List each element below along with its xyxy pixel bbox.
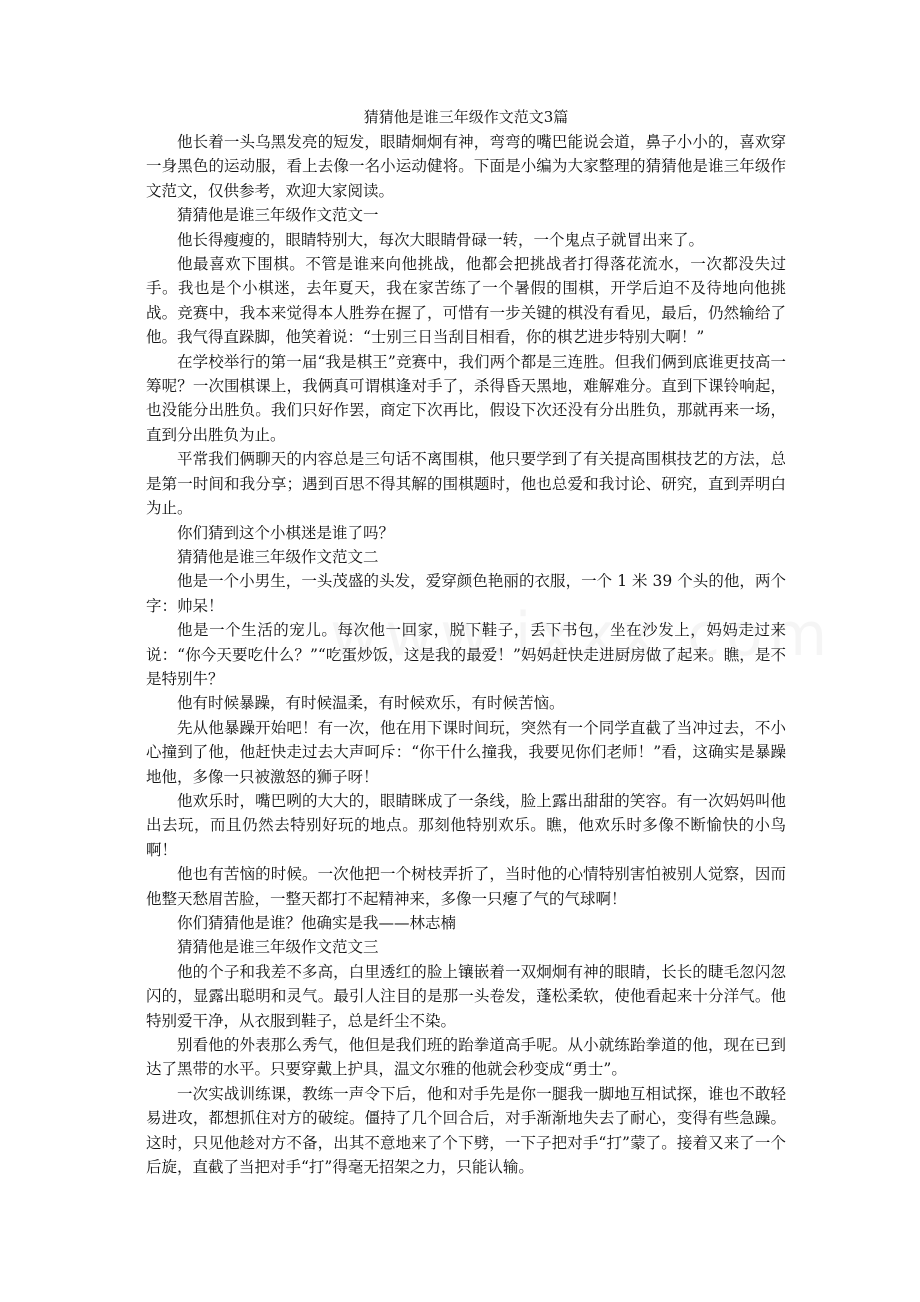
- intro-paragraph: 他长着一头乌黑发亮的短发，眼睛炯炯有神，弯弯的嘴巴能说会道，鼻子小小的，喜欢穿一身黑色的运动服，看上去像一名小运动健将。下面是小编为大家整理的猜猜他是谁三年级作文范文，仅供参考，欢迎大家阅读。: [146, 133, 786, 200]
- paragraph: 在学校举行的第一届“我是棋王”竞赛中，我们两个都是三连胜。但我们俩到底谁更技高一筹呢？一次围棋课上，我俩真可谓棋逢对手了，杀得昏天黑地，难解难分。直到下课铃响起，也没能分出胜负。我们只好作罢，商定下次再比，假设下次还没有分出胜负，那就再来一场，直到分出胜负为止。: [146, 352, 786, 444]
- paragraph: 他欢乐时，嘴巴咧的大大的，眼睛眯成了一条线，脸上露出甜甜的笑容。有一次妈妈叫他出去玩，而且仍然去特别好玩的地点。那刻他特别欢乐。瞧，他欢乐时多像不断愉快的小鸟啊！: [146, 791, 786, 859]
- section-heading-3: 猜猜他是谁三年级作文范文三: [177, 938, 379, 957]
- section-heading-2: 猜猜他是谁三年级作文范文二: [177, 547, 379, 566]
- paragraph: 平常我们俩聊天的内容总是三句话不离围棋，他只要学到了有关提高围棋技艺的方法，总是第一时间和我分享；遇到百思不得其解的围棋题时，他也总爱和我讨论、研究，直到弄明白为止。: [146, 450, 786, 518]
- paragraph: 他最喜欢下围棋。不管是谁来向他挑战，他都会把挑战者打得落花流水，一次都没失过手。我也是个小棋迷，去年夏天，我在家苦练了一个暑假的围棋，开学后迫不及待地向他挑战。竞赛中，我本来觉得本人胜券在握了，可惜有一步关键的棋没有看见，最后，仍然输给了他。我气得直跺脚，他笑着说：“士别三日当刮目相看，你的棋艺进步特别大啊！”: [146, 255, 786, 347]
- document-title: 猜猜他是谁三年级作文范文3篇: [363, 108, 569, 126]
- paragraph: 他长得瘦瘦的，眼睛特别大，每次大眼睛骨碌一转，一个鬼点子就冒出来了。: [177, 230, 705, 249]
- paragraph: 他的个子和我差不多高，白里透红的脸上镶嵌着一双炯炯有神的眼睛，长长的睫毛忽闪忽闪的，显露出聪明和灵气。最引人注目的是那一头卷发，蓬松柔软，使他看起来十分洋气。他特别爱干净，从衣服到鞋子，总是纤尘不染。: [146, 962, 786, 1030]
- paragraph: 他是一个小男生，一头茂盛的头发，爱穿颜色艳丽的衣服，一个 1 米 39 个头的他，两个字：帅呆！: [146, 572, 786, 615]
- paragraph: 先从他暴躁开始吧！有一次，他在用下课时间玩，突然有一个同学直截了当冲过去，不小心撞到了他，他赶快走过去大声呵斥：“你干什么撞我，我要见你们老师！”看，这确实是暴躁地他，多像一只被激怒的狮子呀！: [146, 718, 786, 786]
- paragraph: 你们猜猜他是谁？他确实是我——林志楠: [177, 914, 457, 932]
- paragraph: 一次实战训练课，教练一声令下后，他和对手先是你一腿我一脚地互相试探，谁也不敢轻易进攻，都想抓住对方的破绽。僵持了几个回合后，对手渐渐地失去了耐心，变得有些急躁。这时，只见他趁对方不备，出其不意地来了个下劈，一下子把对手“打”蒙了。接着又来了一个后旋，直截了当把对手“打”得毫无招架之力，只能认输。: [146, 1084, 786, 1177]
- paragraph: 他是一个生活的宠儿。每次他一回家，脱下鞋子，丢下书包，坐在沙发上，妈妈走过来说：“你今天要吃什么？”“吃蛋炒饭，这是我的最爱！”妈妈赶快走进厨房做了起来。瞧，是不是特别牛？: [146, 621, 786, 688]
- paragraph: 他也有苦恼的时候。一次他把一个树枝弄折了，当时他的心情特别害怕被别人觉察，因而他整天愁眉苦脸，一整天都打不起精神来，多像一只瘪了气的气球啊！: [146, 865, 786, 908]
- document-page: [146, 106, 786, 1179]
- paragraph: 你们猜到这个小棋迷是谁了吗？: [177, 523, 395, 542]
- paragraph: 他有时候暴躁，有时候温柔，有时候欢乐，有时候苦恼。: [177, 694, 565, 713]
- section-heading-1: 猜猜他是谁三年级作文范文一: [177, 206, 379, 225]
- paragraph: 别看他的外表那么秀气，他但是我们班的跆拳道高手呢。从小就练跆拳道的他，现在已到达了黑带的水平。只要穿戴上护具，温文尔雅的他就会秒变成“勇士”。: [146, 1036, 786, 1079]
